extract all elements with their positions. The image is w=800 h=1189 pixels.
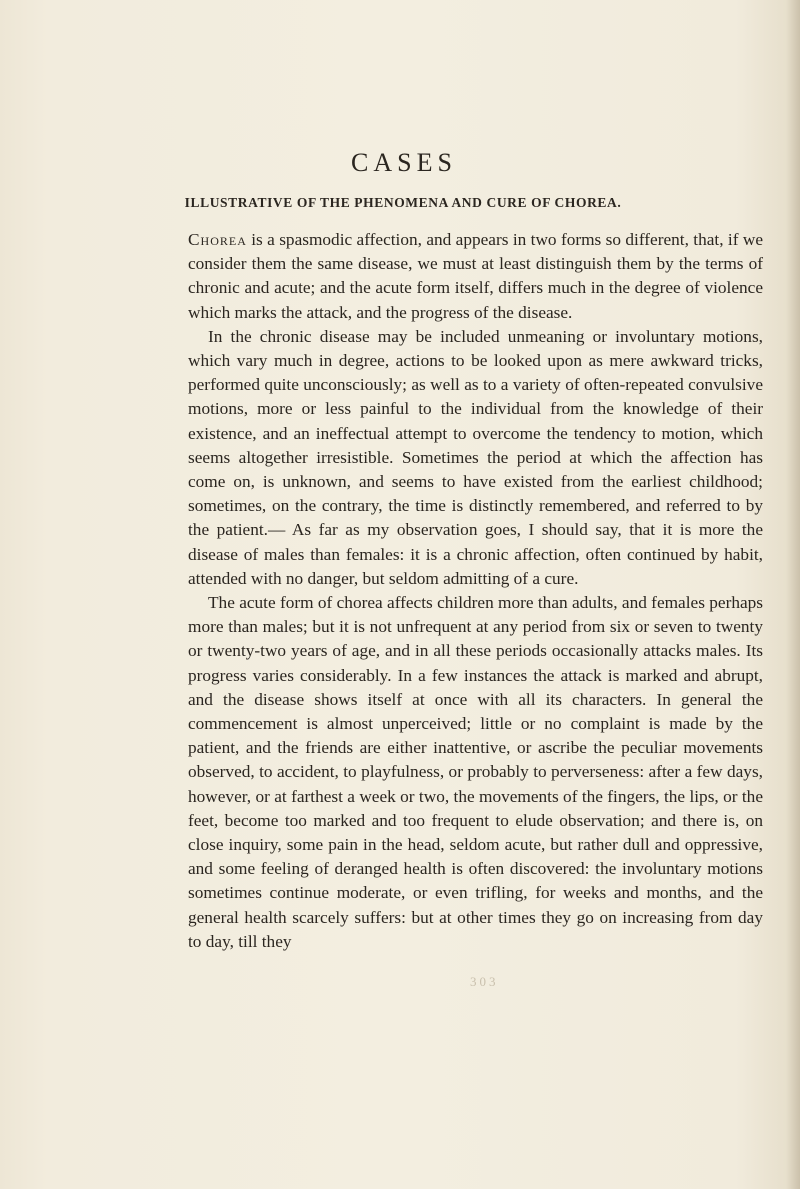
paragraph-text: In the chronic disease may be included unmeaning or involuntary motions, which vary much in degree, actions to be looked upon as mere awkward tricks, performed quite unconsciously; as well as to a variety of often-repeated convulsive motions, more or less painful to the individual from the knowledge of their existence, and an ineffectual attempt to overcome the tendency to motion, which seems altogether irresistible. Sometimes the period at which the affection has come on, is unknown, and seems to have existed from the earliest childhood; sometimes, on the contrary, the time is distinctly remembered, and referred to by the patient.— As far as my observation goes, I should say, that it is more the disease of males than females: it is a chronic affection, often continued by habit, attended with no danger, but seldom admitting of a cure. (188, 326, 763, 588)
paragraph-text: is a spasmodic affection, and appears in two forms so different, that, if we consider them the same disease, we must at least distinguish them by the terms of chronic and acute; and the acute form itself, differs much in the degree of violence which marks the attack, and the progress of the disease. (188, 230, 763, 322)
paragraph-3 (188, 591, 763, 954)
paragraph-text: The acute form of chorea affects children more than adults, and females perhaps more than males; but it is not unfrequent at any period from six or seven to twenty or twenty-two years of age, and in all these periods occasionally attacks males. Its progress varies considerably. In a few instances the attack is marked and abrupt, and the disease shows itself at once with all its characters. In general the commencement is almost unperceived; little or no complaint is made by the patient, and the friends are either inattentive, or ascribe the peculiar movements observed, to accident, to playfulness, or probably to perverseness: after a few days, however, or at farthest a week or two, the movements of the fingers, the lips, or the feet, become too marked and too frequent to elude observation; and there is, on close inquiry, some pain in the head, seldom acute, but rather dull and oppressive, and some feeling of deranged health is often discovered: the involuntary motions sometimes continue moderate, or even trifling, for weeks and months, and the general health scarcely suffers: but at other times they go on increasing from day to day, till they (188, 593, 763, 951)
paragraph-lead-word: Chorea (188, 230, 247, 249)
page-subtitle: ILLUSTRATIVE OF THE PHENOMENA AND CURE OF CHOREA. (184, 195, 622, 210)
page-edge-shadow (786, 0, 800, 1189)
page-number: 303 (470, 974, 499, 989)
paragraph-1 (188, 228, 763, 325)
page-title: CASES (351, 148, 457, 177)
paragraph-2 (188, 325, 763, 591)
body-text (188, 228, 763, 954)
